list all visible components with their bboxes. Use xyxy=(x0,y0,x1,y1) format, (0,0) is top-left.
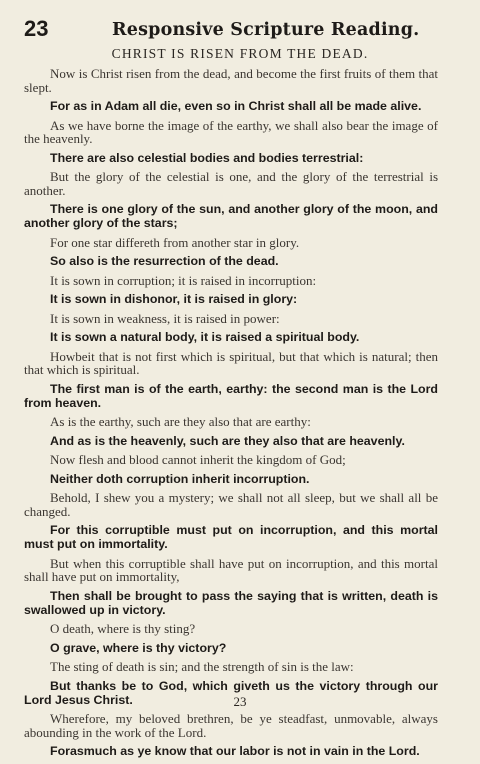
verses-container xyxy=(24,67,438,764)
leader-verse: For one star differeth from another star in glory. xyxy=(50,234,300,250)
leader-verse: It is sown in corruption; it is raised in incorruption: xyxy=(50,272,317,288)
leader-verse: It is sown in weakness, it is raised in power: xyxy=(50,310,280,326)
page-number: 23 xyxy=(24,16,49,41)
people-response: There is one glory of the sun, and another glory of the moon, and another glory of the stars; xyxy=(24,202,438,230)
leader-verse: As is the earthy, such are they also that are earthy: xyxy=(50,414,311,429)
people-response: So also is the resurrection of the dead. xyxy=(50,254,279,268)
people-response: For this corruptible must put on incorruption, and this mortal must put on immortality. xyxy=(24,523,438,551)
leader-verse: O death, where is thy sting? xyxy=(50,621,196,636)
leader-verse: Behold, I shew you a mystery; we shall not all sleep, but we shall all be changed. xyxy=(24,490,438,519)
people-response: Then shall be brought to pass the saying that is written, death is swallowed up in victory. xyxy=(24,588,438,617)
running-title: Responsive Scripture Reading. xyxy=(112,20,420,40)
leader-verse: Now flesh and blood cannot inherit the kingdom of God; xyxy=(50,452,346,467)
people-response: Neither doth corruption inherit incorruption. xyxy=(50,471,310,486)
leader-verse: Wherefore, my beloved brethren, be ye steadfast, unmovable, always abounding in the work of the Lord. xyxy=(24,711,438,740)
reading-subtitle: CHRIST IS RISEN FROM THE DEAD. xyxy=(111,46,369,61)
people-response: But thanks be to God, which giveth us the victory through our Lord Jesus Christ. xyxy=(24,678,438,707)
leader-verse: Now is Christ risen from the dead, and become the first fruits of them that slept. xyxy=(24,66,438,95)
people-response: It is sown a natural body, it is raised a spiritual body. xyxy=(50,330,360,344)
leader-verse: Howbeit that is not first which is spiritual, but that which is natural; then that which is spiritual. xyxy=(24,348,438,377)
people-response: The first man is of the earth, earthy: the second man is the Lord from heaven. xyxy=(24,381,438,410)
leader-verse: But the glory of the celestial is one, and the glory of the terrestrial is another. xyxy=(24,169,438,198)
people-response: For as in Adam all die, even so in Christ shall all be made alive. xyxy=(50,99,422,113)
leader-verse: But when this corruptible shall have put on incorruption, and this mortal shall have put on immortality, xyxy=(24,555,438,584)
people-response: Forasmuch as ye know that our labor is not in vain in the Lord. xyxy=(50,744,420,758)
people-response: It is sown in dishonor, it is raised in glory: xyxy=(50,292,298,306)
footer-page-number: 23 xyxy=(233,694,247,709)
leader-verse: The sting of death is sin; and the strength of sin is the law: xyxy=(50,659,354,674)
people-response: There are also celestial bodies and bodies terrestrial: xyxy=(50,150,364,165)
page-header xyxy=(24,17,456,43)
leader-verse: As we have borne the image of the earthy, we shall also bear the image of the heavenly. xyxy=(24,117,438,146)
people-response: O grave, where is thy victory? xyxy=(50,640,227,655)
people-response: And as is the heavenly, such are they also that are heavenly. xyxy=(50,433,405,448)
